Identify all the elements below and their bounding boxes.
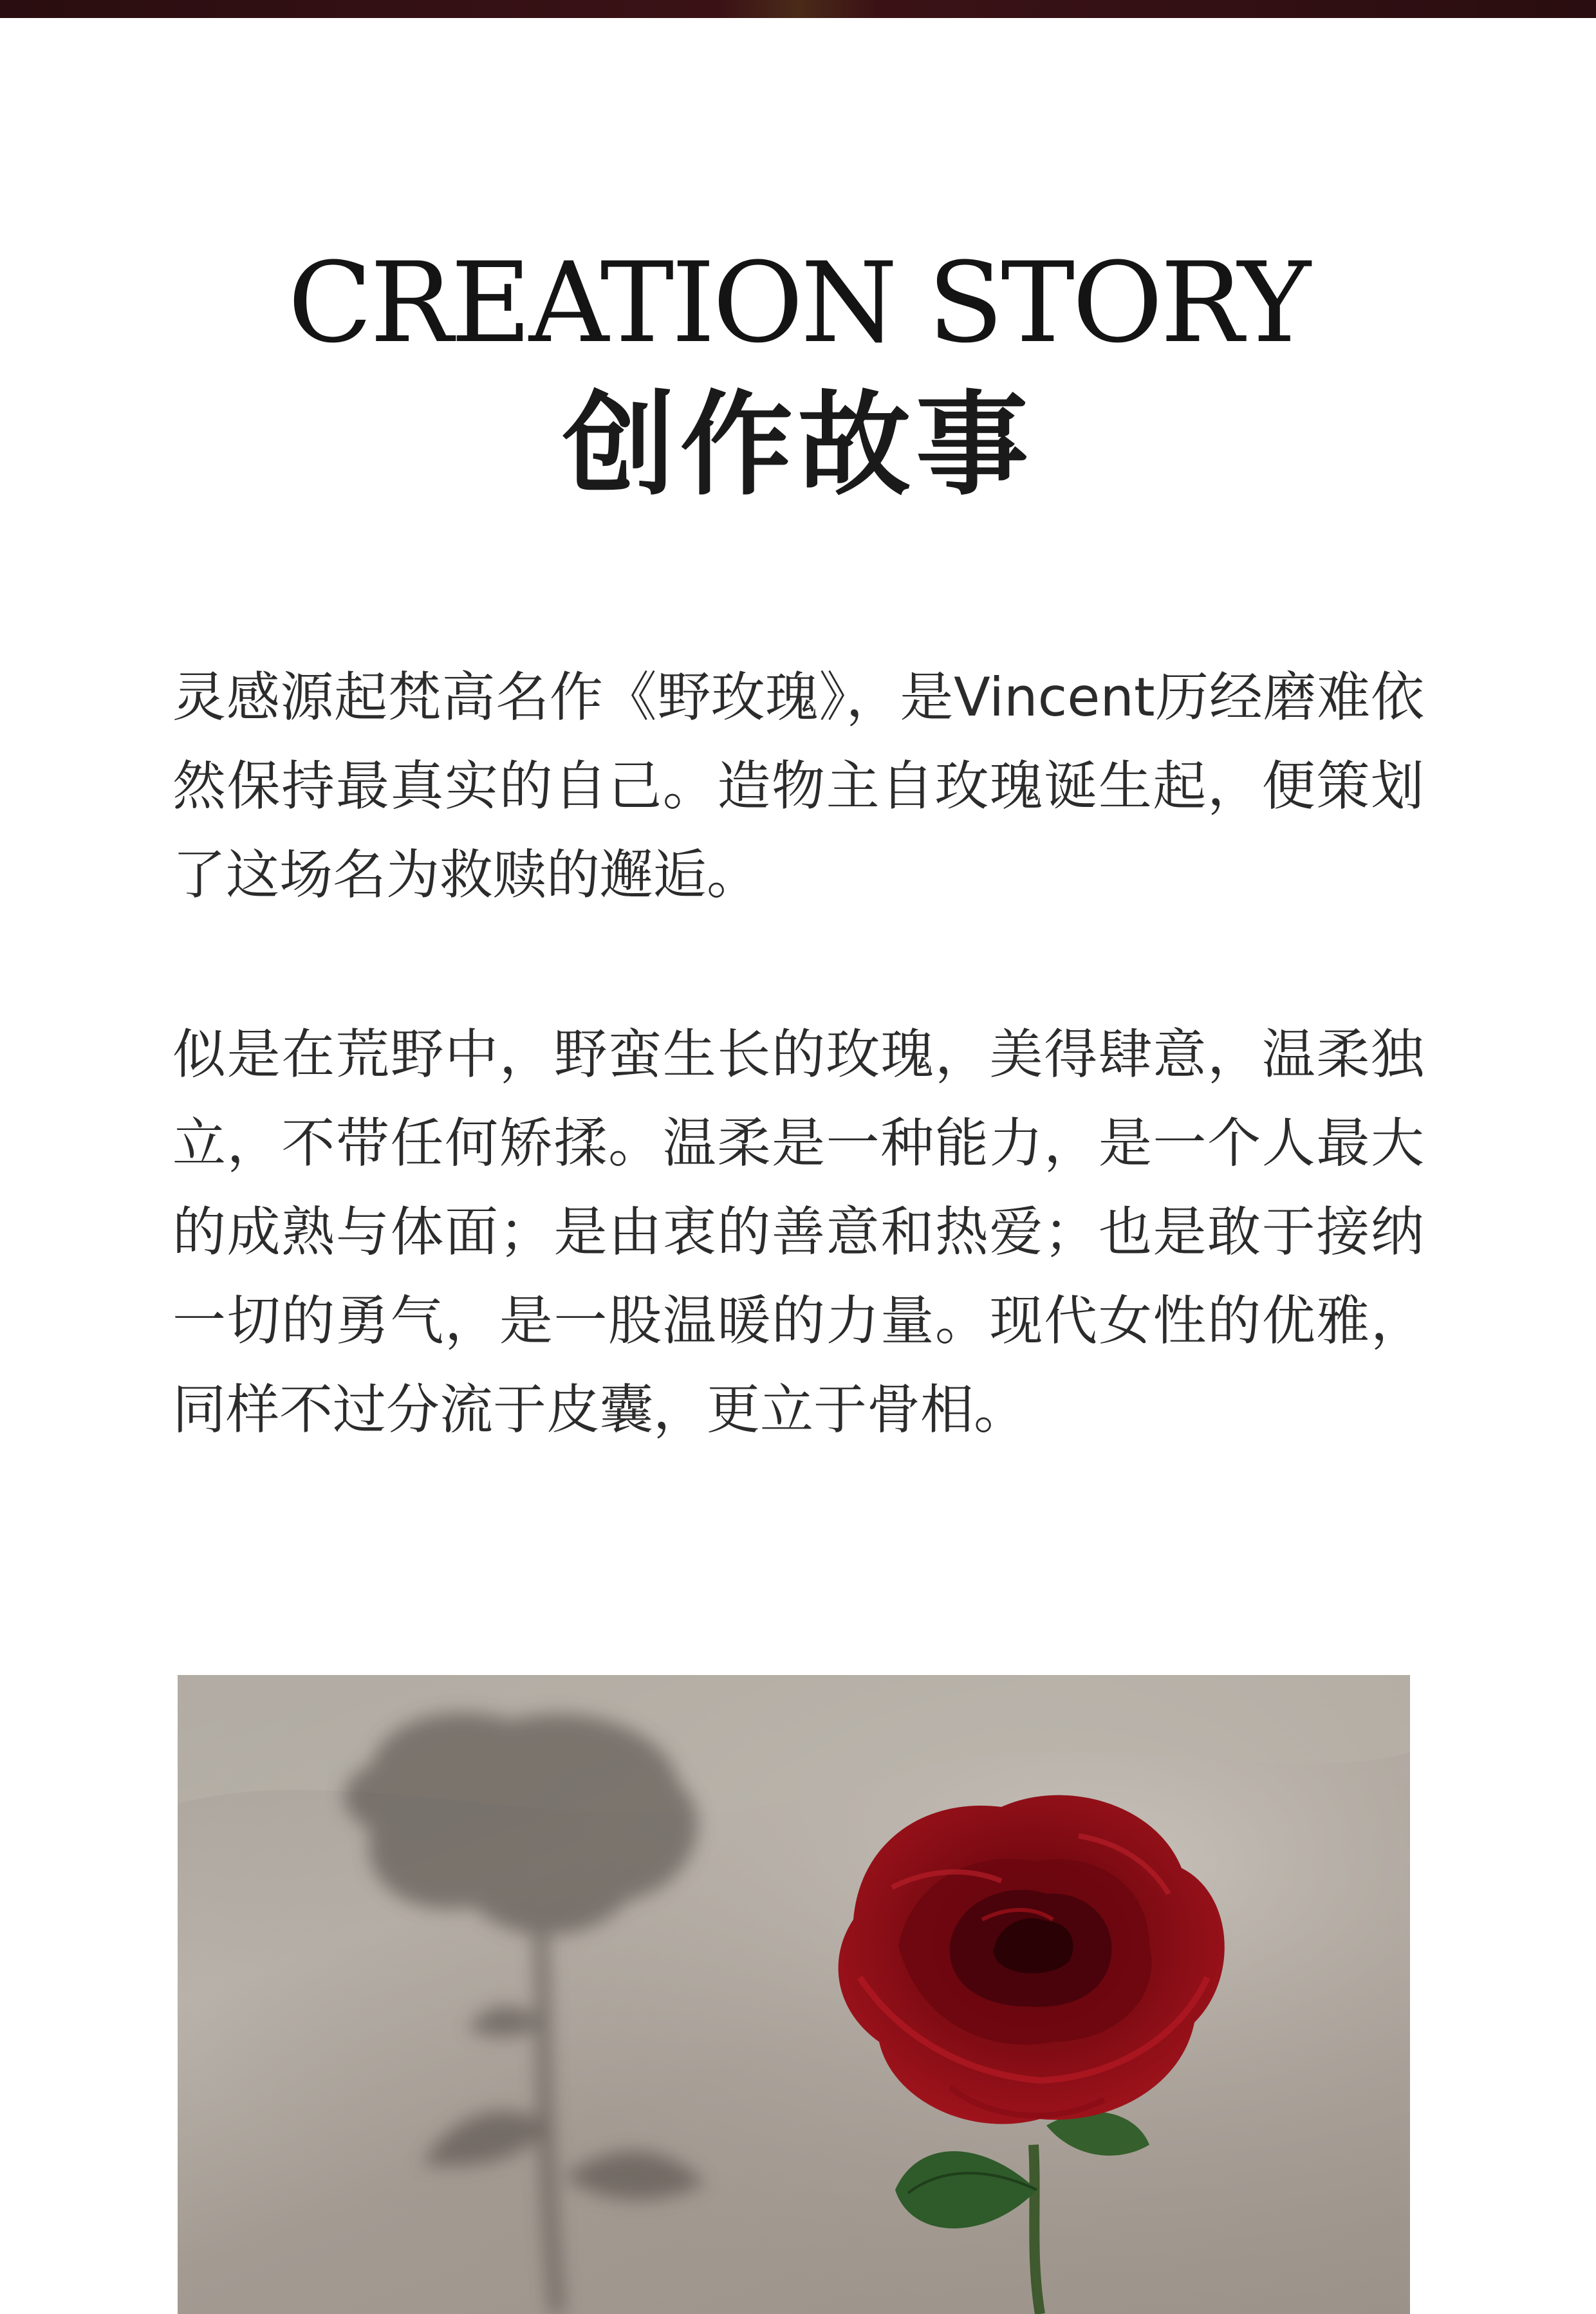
section-title-english: CREATION STORY [288, 238, 1308, 367]
section-title-chinese: 创作故事 [562, 380, 1034, 511]
red-rose-bloom [839, 1795, 1225, 2124]
story-paragraph-2: 似是在荒野中，野蛮生长的玫瑰，美得肆意，温柔独立，不带任何矫揉。温柔是一种能力，是一个人最大的成熟与体面；是由衷的善意和热爱；也是敢于接纳一切的勇气，是一股温暖的力量。现代女性的优雅，同样不过分流于皮囊，更立于骨相。 [172, 1023, 1424, 1441]
story-paragraph-1: 灵感源起梵高名作《野玫瑰》，是Vincent历经磨难依然保持最真实的自己。造物主自玫瑰诞生起，便策划了这场名为救赎的邂逅。 [172, 666, 1424, 906]
rose-photo [178, 1675, 1410, 2314]
top-banner-image-edge [0, 0, 1596, 18]
rose-illustration [178, 1675, 1410, 2314]
